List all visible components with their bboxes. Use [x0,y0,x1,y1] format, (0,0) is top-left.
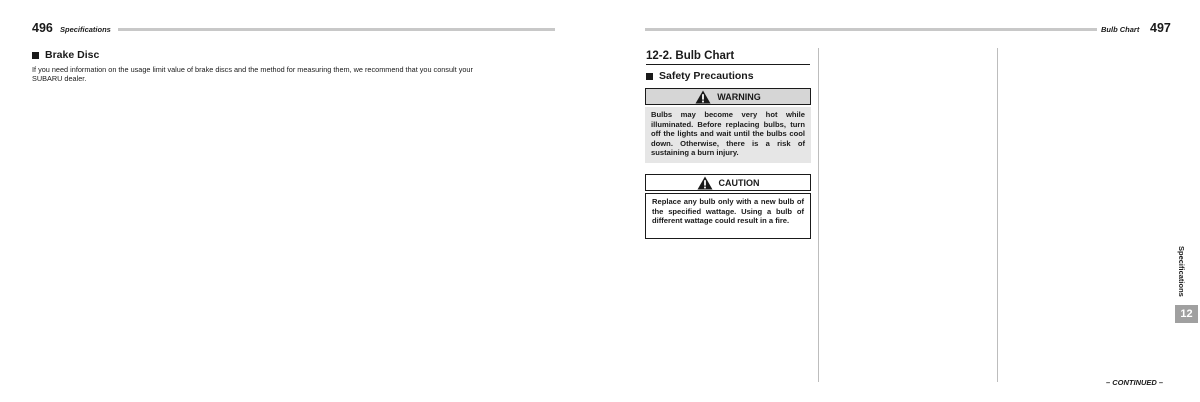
chapter-title-rule [646,64,810,65]
caution-label: CAUTION [718,177,760,188]
side-tab-label: Specifications [1177,246,1186,297]
caution-header [645,174,811,191]
column-divider [818,48,819,382]
brake-disc-body-line: SUBARU dealer. [32,74,87,84]
square-bullet-icon [32,52,39,59]
brake-disc-heading [32,49,99,61]
brake-disc-body-line: If you need information on the usage limit value of brake discs and the method for measuring them, we recommend that you consult your [32,65,473,74]
brake-disc-body [32,65,572,83]
warning-header [645,88,811,105]
left-page-number: 496 [32,21,53,35]
safety-precautions-title: Safety Precautions [659,70,754,82]
left-header-title: Specifications [60,25,111,34]
chapter-title: 12-2. Bulb Chart [646,50,735,62]
square-bullet-icon [646,73,653,80]
continued-footer: – CONTINUED – [1106,378,1164,387]
warning-label: WARNING [717,91,761,102]
warning-text: Bulbs may become very hot while illuminated. Before replacing bulbs, turn off the lights and wait until the bulbs cool down. Otherwise, there is a risk of sustaining a burn injury. [645,107,811,163]
warning-triangle-icon [695,90,711,104]
right-header-bar [645,28,1097,31]
caution-text: Replace any bulb only with a new bulb of the specified wattage. Using a bulb of different wattage could result in a fire. [645,193,811,239]
brake-disc-title: Brake Disc [45,49,100,61]
right-header-title: Bulb Chart [1101,25,1140,34]
right-page-number: 497 [1150,21,1171,35]
caution-triangle-icon [697,176,713,190]
safety-precautions-heading [646,70,754,82]
left-header-bar [118,28,555,31]
chapter-tab: 12 [1175,305,1198,323]
column-divider [997,48,998,382]
